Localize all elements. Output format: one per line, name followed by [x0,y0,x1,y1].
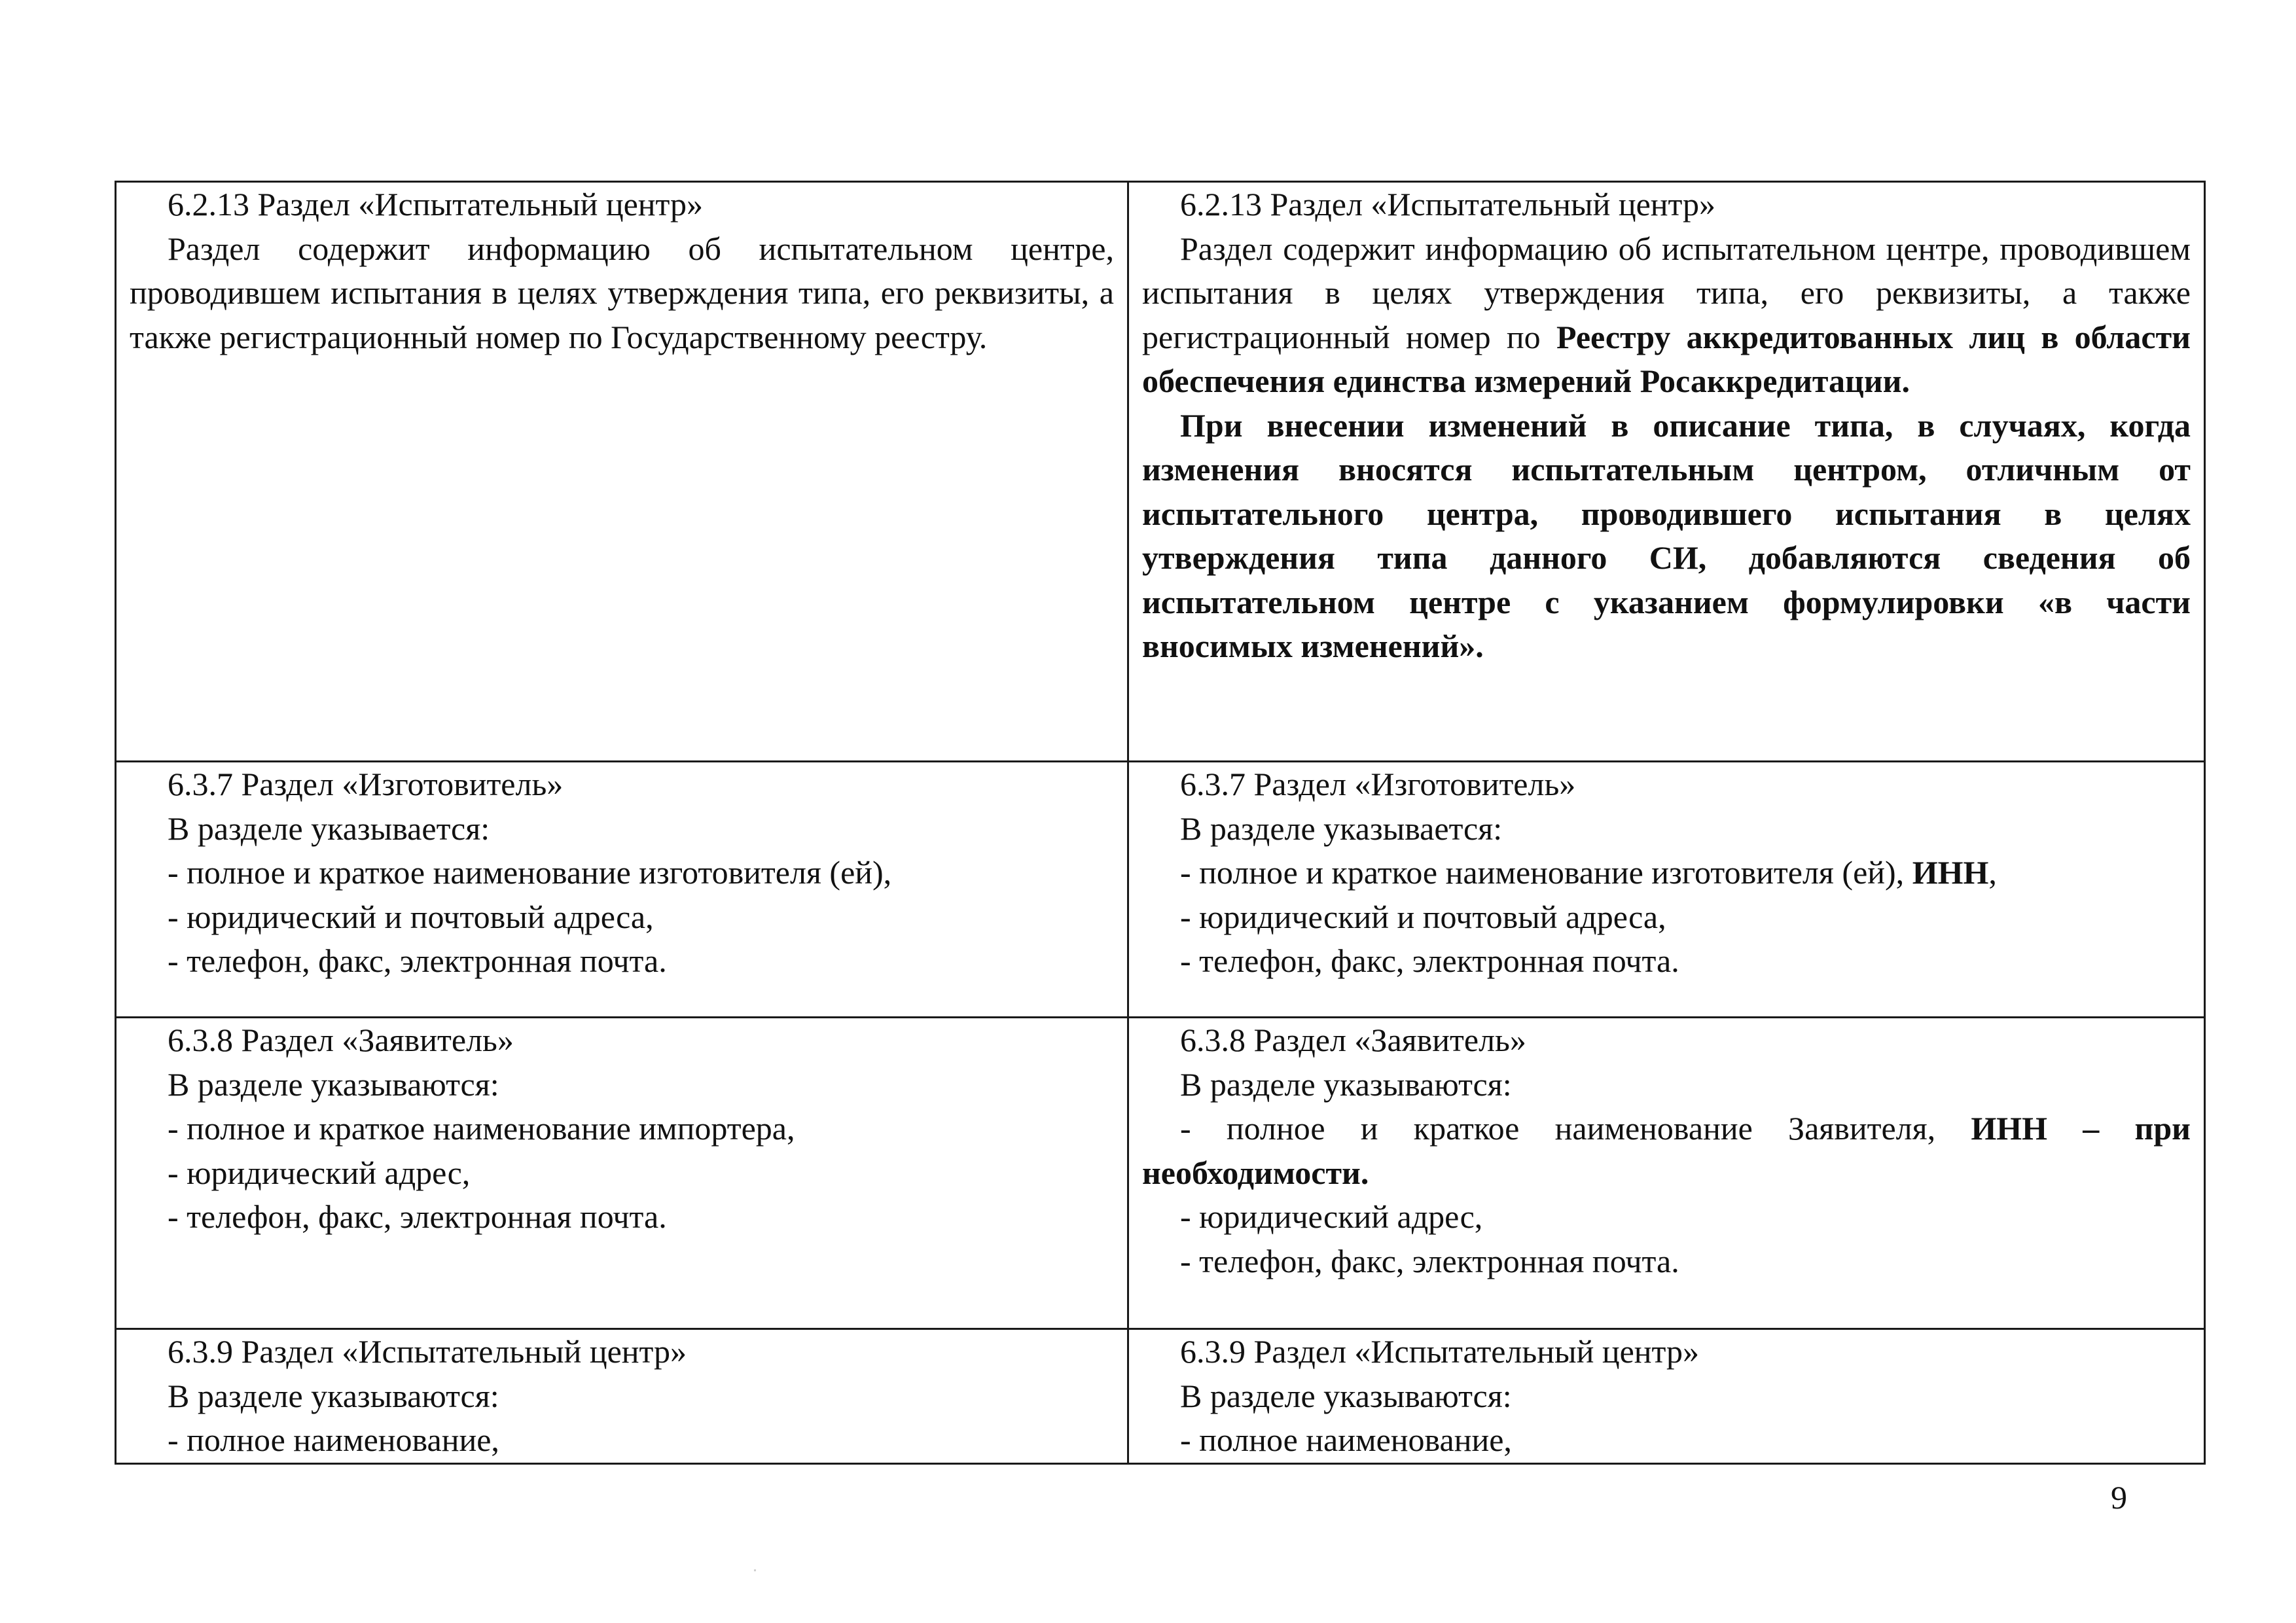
cell-old-6-2-13 [116,182,1128,762]
scan-speck [754,1569,756,1571]
list-item-text: - полное и краткое наименование Заявителя, [1180,1110,1971,1147]
table-row [116,1329,2205,1464]
section-body: Раздел содержит информацию об испытательном центре, проводившем испытания в целях утверждения типа, его реквизиты, а также регистрационный номер по Государственному реестру. [130,230,1114,355]
section-heading: 6.3.7 Раздел «Изготовитель» [168,766,564,802]
section-heading: 6.3.7 Раздел «Изготовитель» [1180,766,1576,802]
section-heading: 6.3.8 Раздел «Заявитель» [1180,1022,1526,1058]
list-item: - полное и краткое наименование импортера, [168,1110,795,1147]
section-intro: В разделе указываются: [1180,1065,1512,1103]
page-number: 9 [2111,1479,2127,1516]
section-heading: 6.3.9 Раздел «Испытательный центр» [168,1333,687,1370]
cell-new-6-3-8 [1128,1018,2205,1329]
section-intro: В разделе указывается: [1180,810,1503,847]
list-item: - полное наименование, [1180,1421,1512,1458]
body-text: Раздел содержит информацию об испытательном центре, проводившем испытания в целях утверждения типа, его реквизиты, а также регистрационный номер по [1142,230,2191,355]
list-item-text: , [1988,854,1997,891]
list-item-text: - полное и краткое наименование изготовителя (ей), [1180,854,1912,891]
list-item: - юридический адрес, [168,1154,471,1191]
comparison-table [115,181,2206,1465]
added-paragraph [1142,404,2191,669]
list-item: - юридический и почтовый адреса, [168,898,654,935]
cell-old-6-3-8 [116,1018,1128,1329]
list-item: - полное и краткое наименование изготовителя (ей), [168,854,892,891]
section-heading: 6.3.9 Раздел «Испытательный центр» [1180,1333,1700,1370]
list-item [1142,851,2191,895]
list-item: - телефон, факс, электронная почта. [1180,1242,1679,1279]
list-item: - телефон, факс, электронная почта. [168,942,667,979]
changed-text: ИНН [1912,854,1989,891]
cell-new-6-2-13 [1128,182,2205,762]
cell-old-6-3-7 [116,762,1128,1018]
cell-new-6-3-9 [1128,1329,2205,1464]
list-item: - телефон, факс, электронная почта. [168,1198,667,1235]
list-item: - юридический адрес, [1180,1198,1483,1235]
table-row [116,182,2205,762]
section-intro: В разделе указывается: [168,810,490,847]
list-item [1142,1107,2191,1195]
changed-text: Реестру аккредитованных лиц в области обеспечения единства измерений Росаккредитации. [1142,318,2191,399]
changed-text: ИНН – при необходимости. [1142,1110,2191,1191]
list-item: - телефон, факс, электронная почта. [1180,942,1679,979]
cell-old-6-3-9 [116,1329,1128,1464]
table-row [116,762,2205,1018]
changed-text: При внесении изменений в описание типа, в случаях, когда изменения вносятся испытательным центром, отличным от испытательного центра, проводившего испытания в целях утверждения типа данного СИ, добавляются сведения об испытательном центре с указанием формулировки «в части вносимых изменений». [1142,406,2191,664]
table-row [116,1018,2205,1329]
list-item: - полное наименование, [168,1421,499,1458]
section-heading: 6.3.8 Раздел «Заявитель» [168,1022,514,1058]
section-intro: В разделе указываются: [1180,1377,1512,1414]
section-heading: 6.2.13 Раздел «Испытательный центр» [168,186,704,223]
section-body [1142,227,2191,404]
cell-new-6-3-7 [1128,762,2205,1018]
list-item: - юридический и почтовый адреса, [1180,898,1666,935]
section-intro: В разделе указываются: [168,1377,499,1414]
section-intro: В разделе указываются: [168,1065,499,1103]
section-heading: 6.2.13 Раздел «Испытательный центр» [1180,186,1716,223]
